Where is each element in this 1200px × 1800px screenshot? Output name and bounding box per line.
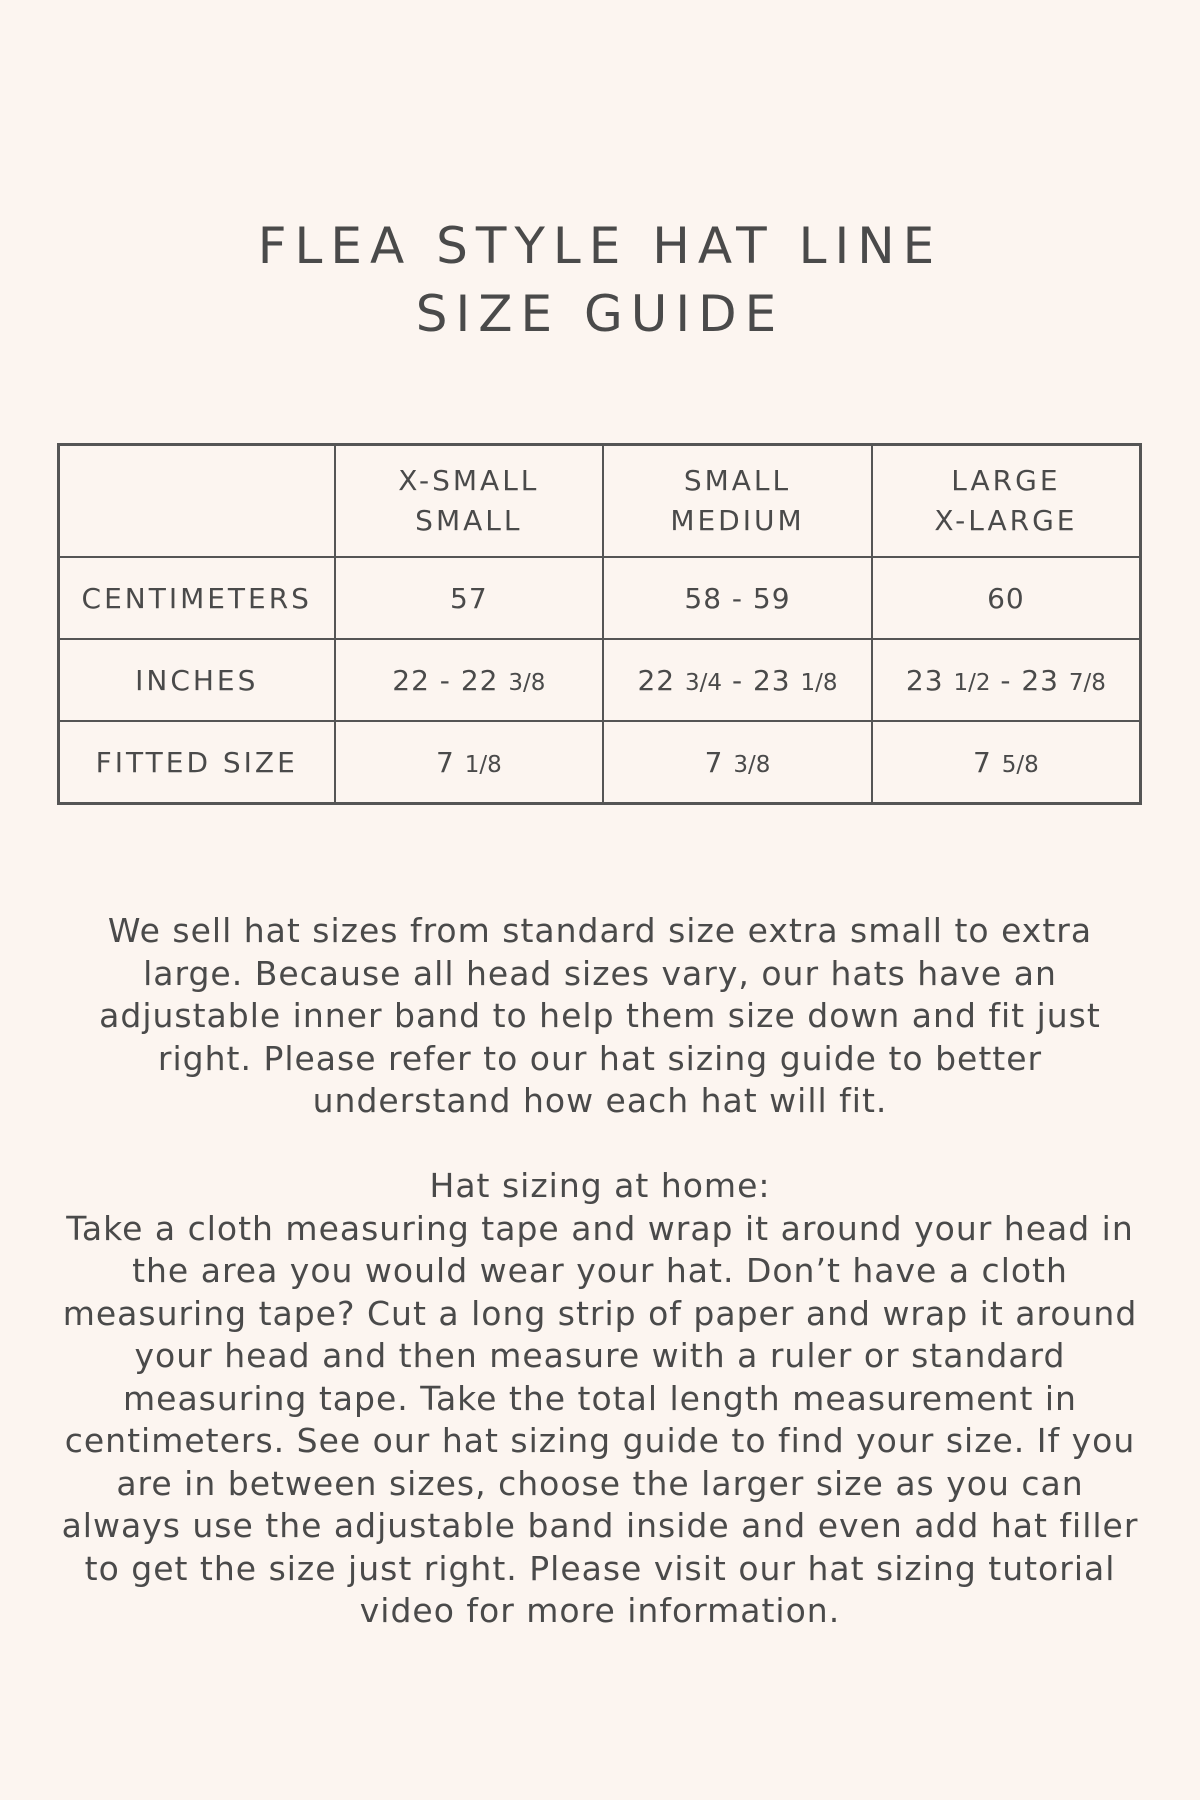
table-cell [872, 639, 1141, 721]
table-row-inches [59, 639, 1141, 721]
header-line: SMALL [683, 464, 792, 497]
header-line: LARGE [951, 464, 1061, 497]
cell-fraction: 1/8 [464, 751, 502, 778]
table-header-row [59, 445, 1141, 558]
description-block [60, 910, 1140, 1633]
table-row-fitted-size [59, 721, 1141, 803]
title-line-1: FLEA STYLE HAT LINE [257, 217, 943, 275]
cell-value: 58 - 59 [684, 581, 791, 615]
cell-value: 7 [435, 745, 455, 779]
table-cell [603, 721, 872, 803]
header-empty-cell [59, 445, 335, 558]
table-cell [335, 721, 604, 803]
paragraph-spacer [60, 1123, 1140, 1166]
header-line: SMALL [415, 504, 523, 537]
cell-value: 23 [905, 663, 944, 697]
cell-fraction: 3/8 [508, 669, 546, 696]
cell-fraction: 3/8 [733, 751, 771, 778]
header-large-xlarge [872, 445, 1141, 558]
intro-paragraph: We sell hat sizes from standard size extra small to extra large. Because all head sizes vary, our hats have an adjustable inner band to help them size down and fit just right. Please refer to our hat sizing guide to better understand how each hat will fit. [99, 911, 1101, 1120]
table-cell [872, 721, 1141, 803]
cell-fraction: 5/8 [1001, 751, 1039, 778]
page-title [0, 212, 1200, 348]
table-cell [872, 557, 1141, 639]
cell-fraction: 1/2 [953, 669, 991, 696]
row-label: INCHES [59, 639, 335, 721]
home-sizing-heading: Hat sizing at home: [429, 1166, 771, 1205]
cell-fraction: 3/4 [685, 669, 723, 696]
table-cell [603, 639, 872, 721]
header-line: X-LARGE [934, 504, 1078, 537]
header-line: MEDIUM [670, 504, 805, 537]
title-line-2: SIZE GUIDE [415, 285, 785, 343]
header-line: X-SMALL [398, 464, 540, 497]
row-label: FITTED SIZE [59, 721, 335, 803]
table-cell [335, 639, 604, 721]
cell-value: 7 [973, 745, 992, 779]
size-guide-table [57, 443, 1142, 805]
table-cell [603, 557, 872, 639]
cell-value: 7 [704, 745, 724, 779]
header-small-medium [603, 445, 872, 558]
cell-value: 60 [987, 581, 1025, 615]
cell-value: 22 [637, 663, 676, 697]
cell-fraction: 1/8 [800, 669, 838, 696]
cell-fraction: 7/8 [1068, 669, 1106, 696]
cell-value: - 23 [731, 663, 791, 697]
cell-value: 22 - 22 [392, 663, 499, 697]
header-xsmall-small [335, 445, 604, 558]
table-row-centimeters [59, 557, 1141, 639]
row-label: CENTIMETERS [59, 557, 335, 639]
home-sizing-paragraph: Take a cloth measuring tape and wrap it around your head in the area you would wear your hat. Don’t have a cloth measuring tape? Cut a long strip of paper and wrap it around your head and then measure with a ruler or standard measuring tape. Take the total length measurement in centimeters. See our hat sizing guide to find your size. If you are in between sizes, choose the larger size as you can always use the adjustable band inside and even add hat filler to get the size just right. Please visit our hat sizing tutorial video for more information. [61, 1208, 1139, 1630]
cell-value: 57 [450, 581, 488, 615]
cell-value: - 23 [1000, 663, 1059, 697]
table-cell [335, 557, 604, 639]
